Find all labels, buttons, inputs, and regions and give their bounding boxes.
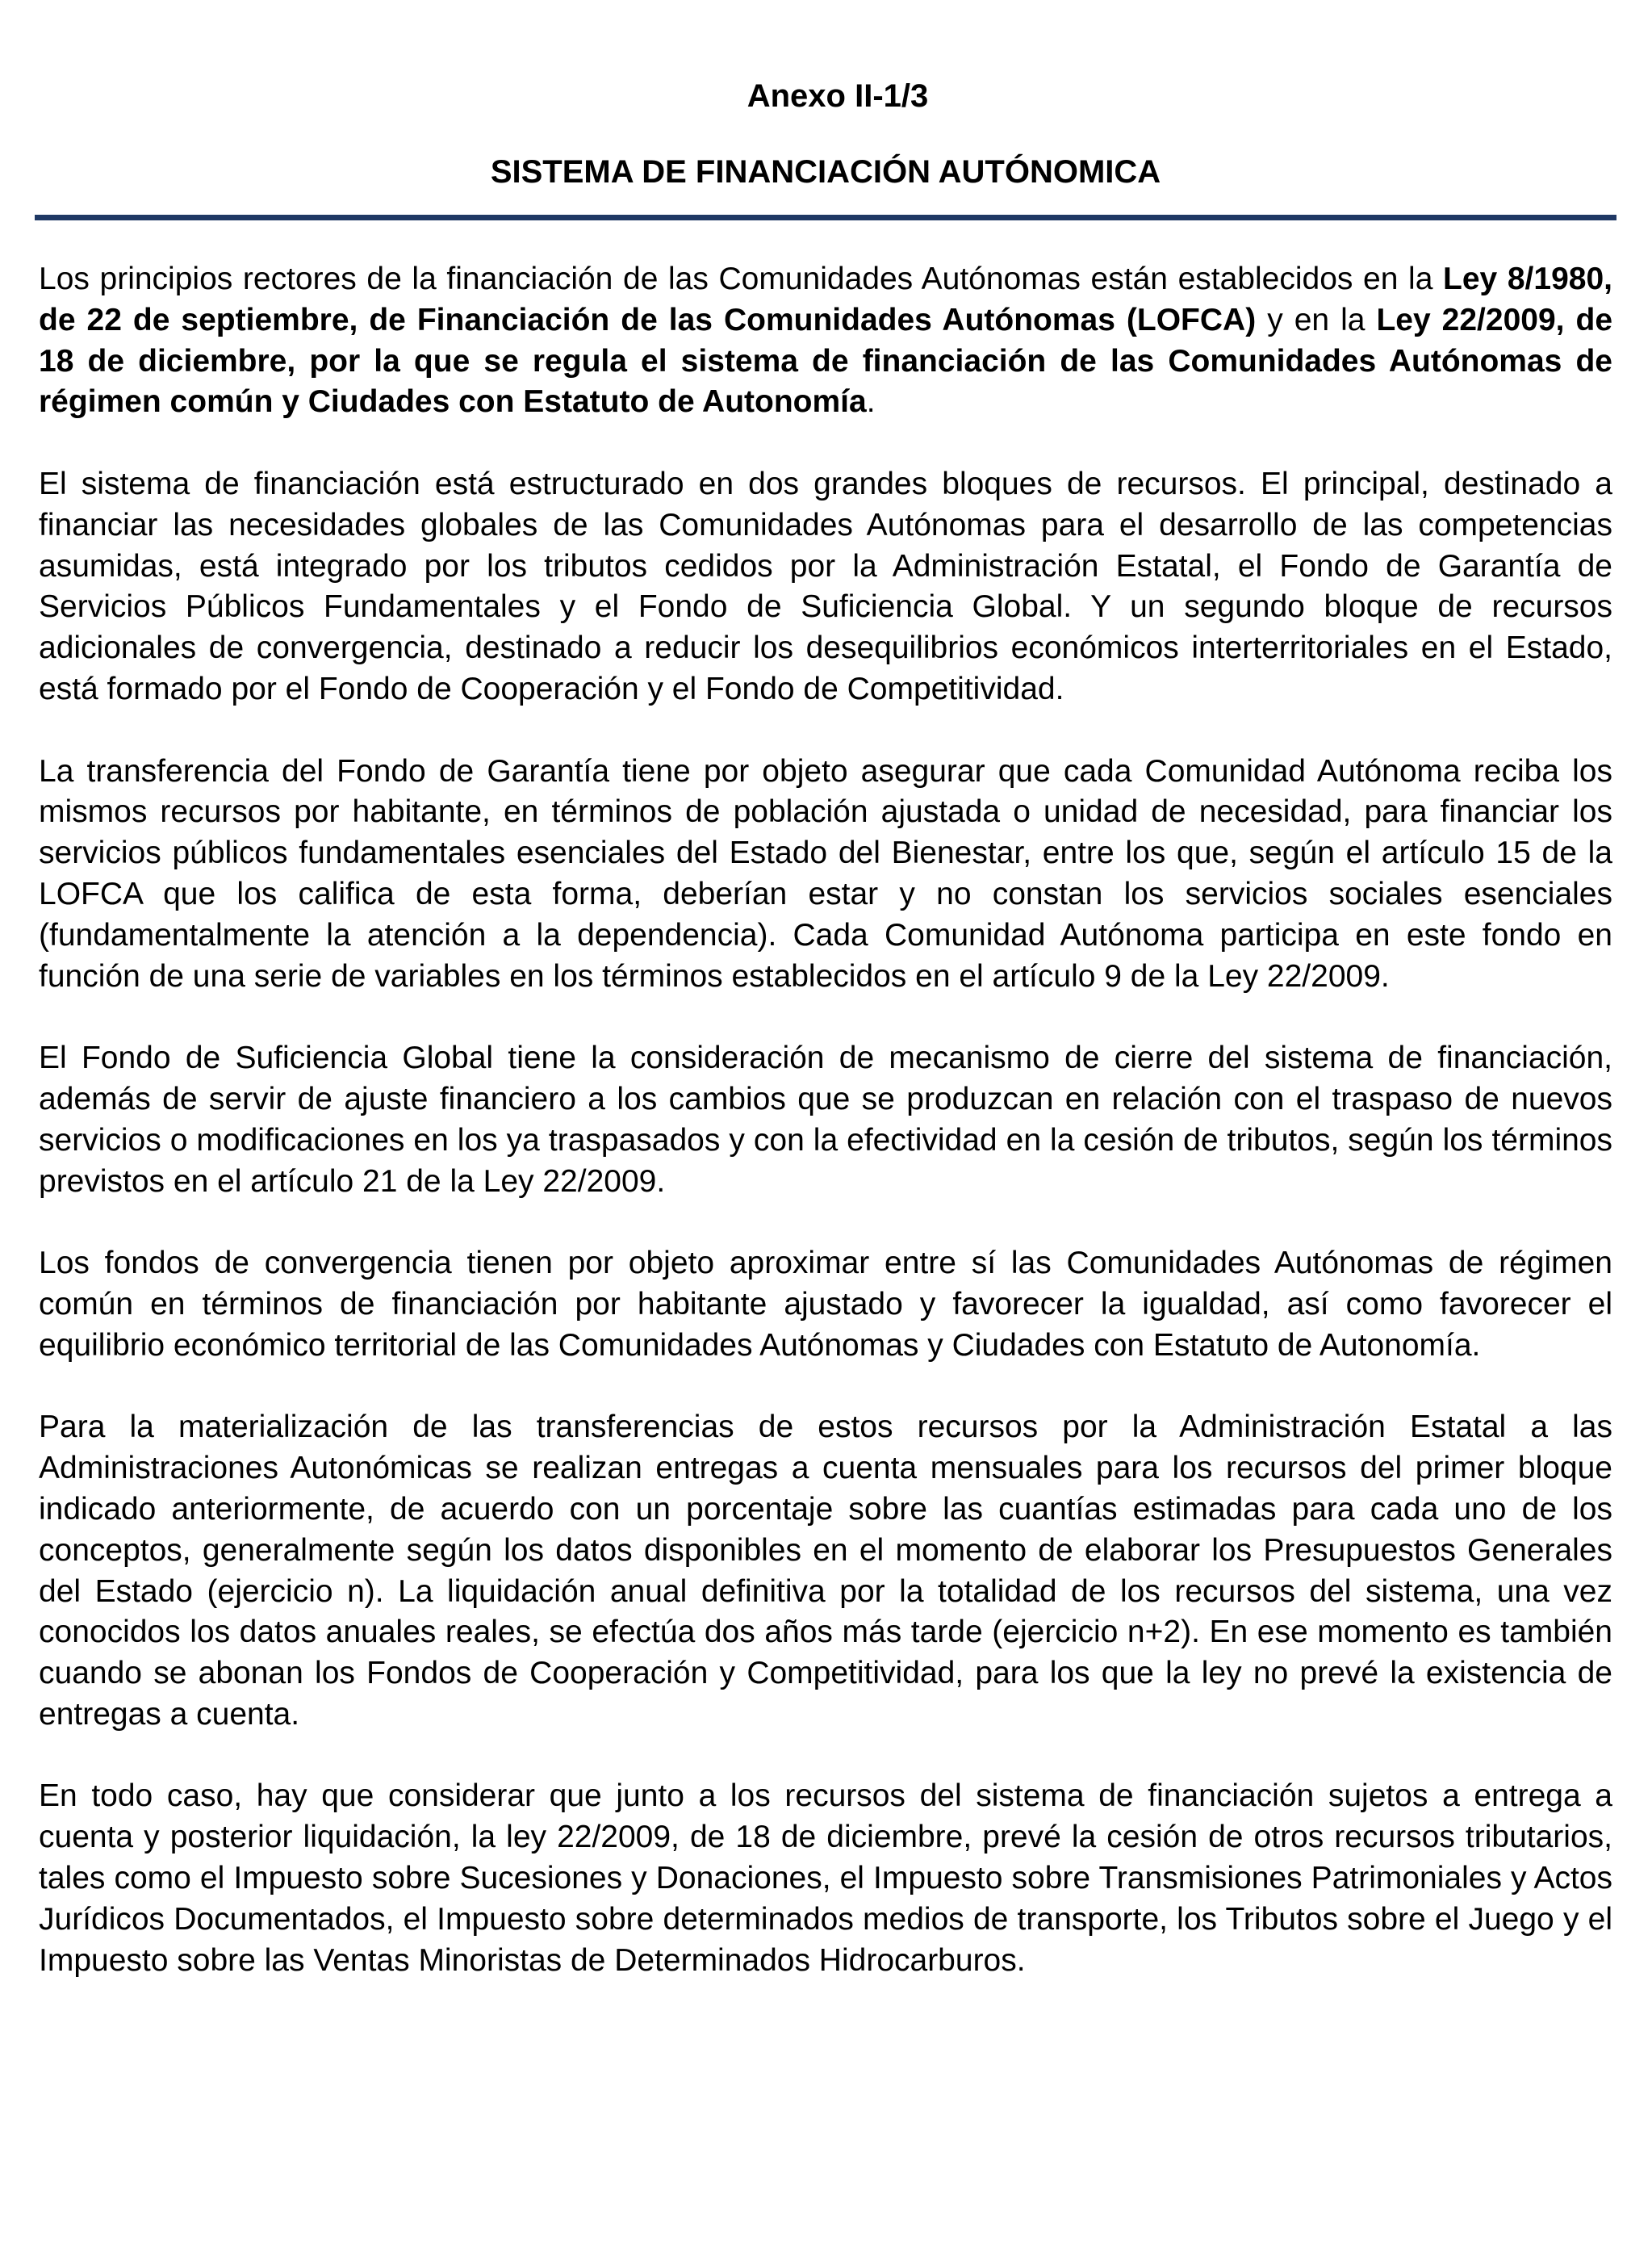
- document-body: [39, 259, 1612, 2022]
- intro-text-1: Los principios rectores de la financiación de las Comunidades Autónomas están establecidos en la: [39, 262, 1444, 296]
- law-reference-lofca: Ley 8/1980, de 22 de septiembre, de Financiación de las Comunidades Autónomas (LOFCA): [39, 262, 1612, 337]
- annex-label: Anexo II-1/3: [747, 78, 929, 114]
- page-title: SISTEMA DE FINANCIACIÓN AUTÓNOMICA: [490, 154, 1161, 190]
- intro-text-3: .: [866, 384, 876, 420]
- title-divider: [35, 215, 1616, 220]
- paragraph-other-taxes: En todo caso, hay que considerar que junto a los recursos del sistema de financiación sujetos a entrega a cuenta y posterior liquidación, la ley 22/2009, de 18 de diciembre, prevé la cesión de otros recursos tributarios, tales como el Impuesto sobre Sucesiones y Donaciones, el Impuesto sobre Transmisiones Patrimoniales y Actos Jurídicos Documentados, el Impuesto sobre determinados medios de transporte, los Tributos sobre el Juego y el Impuesto sobre las Ventas Minoristas de Determinados Hidrocarburos.: [39, 1778, 1612, 1978]
- paragraph-transfers: Para la materialización de las transferencias de estos recursos por la Administración Estatal a las Administraciones Autonómicas se realizan entregas a cuenta mensuales para los recursos del primer bloque indicado anteriormente, de acuerdo con un porcentaje sobre las cuantías estimadas para cada uno de los conceptos, generalmente según los datos disponibles en el momento de elaborar los Presupuestos Generales del Estado (ejercicio n). La liquidación anual definitiva por la totalidad de los recursos del sistema, una vez conocidos los datos anuales reales, se efectúa dos años más tarde (ejercicio n+2). En ese momento es también cuando se abonan los Fondos de Cooperación y Competitividad, para los que la ley no prevé la existencia de entregas a cuenta.: [39, 1410, 1612, 1732]
- paragraph-guarantee-fund: La transferencia del Fondo de Garantía tiene por objeto asegurar que cada Comunidad Autónoma reciba los mismos recursos por habitante, en términos de población ajustada o unidad de necesidad, para financiar los servicios públicos fundamentales esenciales del Estado del Bienestar, entre los que, según el artículo 15 de la LOFCA que los califica de esta forma, deberían estar y no constan los servicios sociales esenciales (fundamentalmente la atención a la dependencia). Cada Comunidad Autónoma participa en este fondo en función de una serie de variables en los términos establecidos en el artículo 9 de la Ley 22/2009.: [39, 753, 1612, 994]
- paragraph-sufficiency-fund: El Fondo de Suficiencia Global tiene la consideración de mecanismo de cierre del sistema de financiación, además de servir de ajuste financiero a los cambios que se produzcan en relación con el traspaso de nuevos servicios o modificaciones en los ya traspasados y con la efectividad en la cesión de tributos, según los términos previstos en el artículo 21 de la Ley 22/2009.: [39, 1041, 1612, 1199]
- paragraph-intro: [39, 259, 1612, 423]
- paragraph-convergence-funds: Los fondos de convergencia tienen por objeto aproximar entre sí las Comunidades Autónomas de régimen común en términos de financiación por habitante ajustado y favorecer la igualdad, así como favorecer el equilibrio económico territorial de las Comunidades Autónomas y Ciudades con Estatuto de Autonomía.: [39, 1246, 1612, 1363]
- intro-text-2: y en la: [1256, 302, 1377, 337]
- document-page: [39, 0, 1612, 2241]
- paragraph-structure: El sistema de financiación está estructurado en dos grandes bloques de recursos. El principal, destinado a financiar las necesidades globales de las Comunidades Autónomas para el desarrollo de las competencias asumidas, está integrado por los tributos cedidos por la Administración Estatal, el Fondo de Garantía de Servicios Públicos Fundamentales y el Fondo de Suficiencia Global. Y un segundo bloque de recursos adicionales de convergencia, destinado a reducir los desequilibrios económicos interterritoriales en el Estado, está formado por el Fondo de Cooperación y el Fondo de Competitividad.: [39, 466, 1612, 706]
- law-reference-22-2009: Ley 22/2009, de 18 de diciembre, por la que se regula el sistema de financiación de las Comunidades Autónomas de régimen común y Ciudades con Estatuto de Autonomía: [39, 302, 1613, 420]
